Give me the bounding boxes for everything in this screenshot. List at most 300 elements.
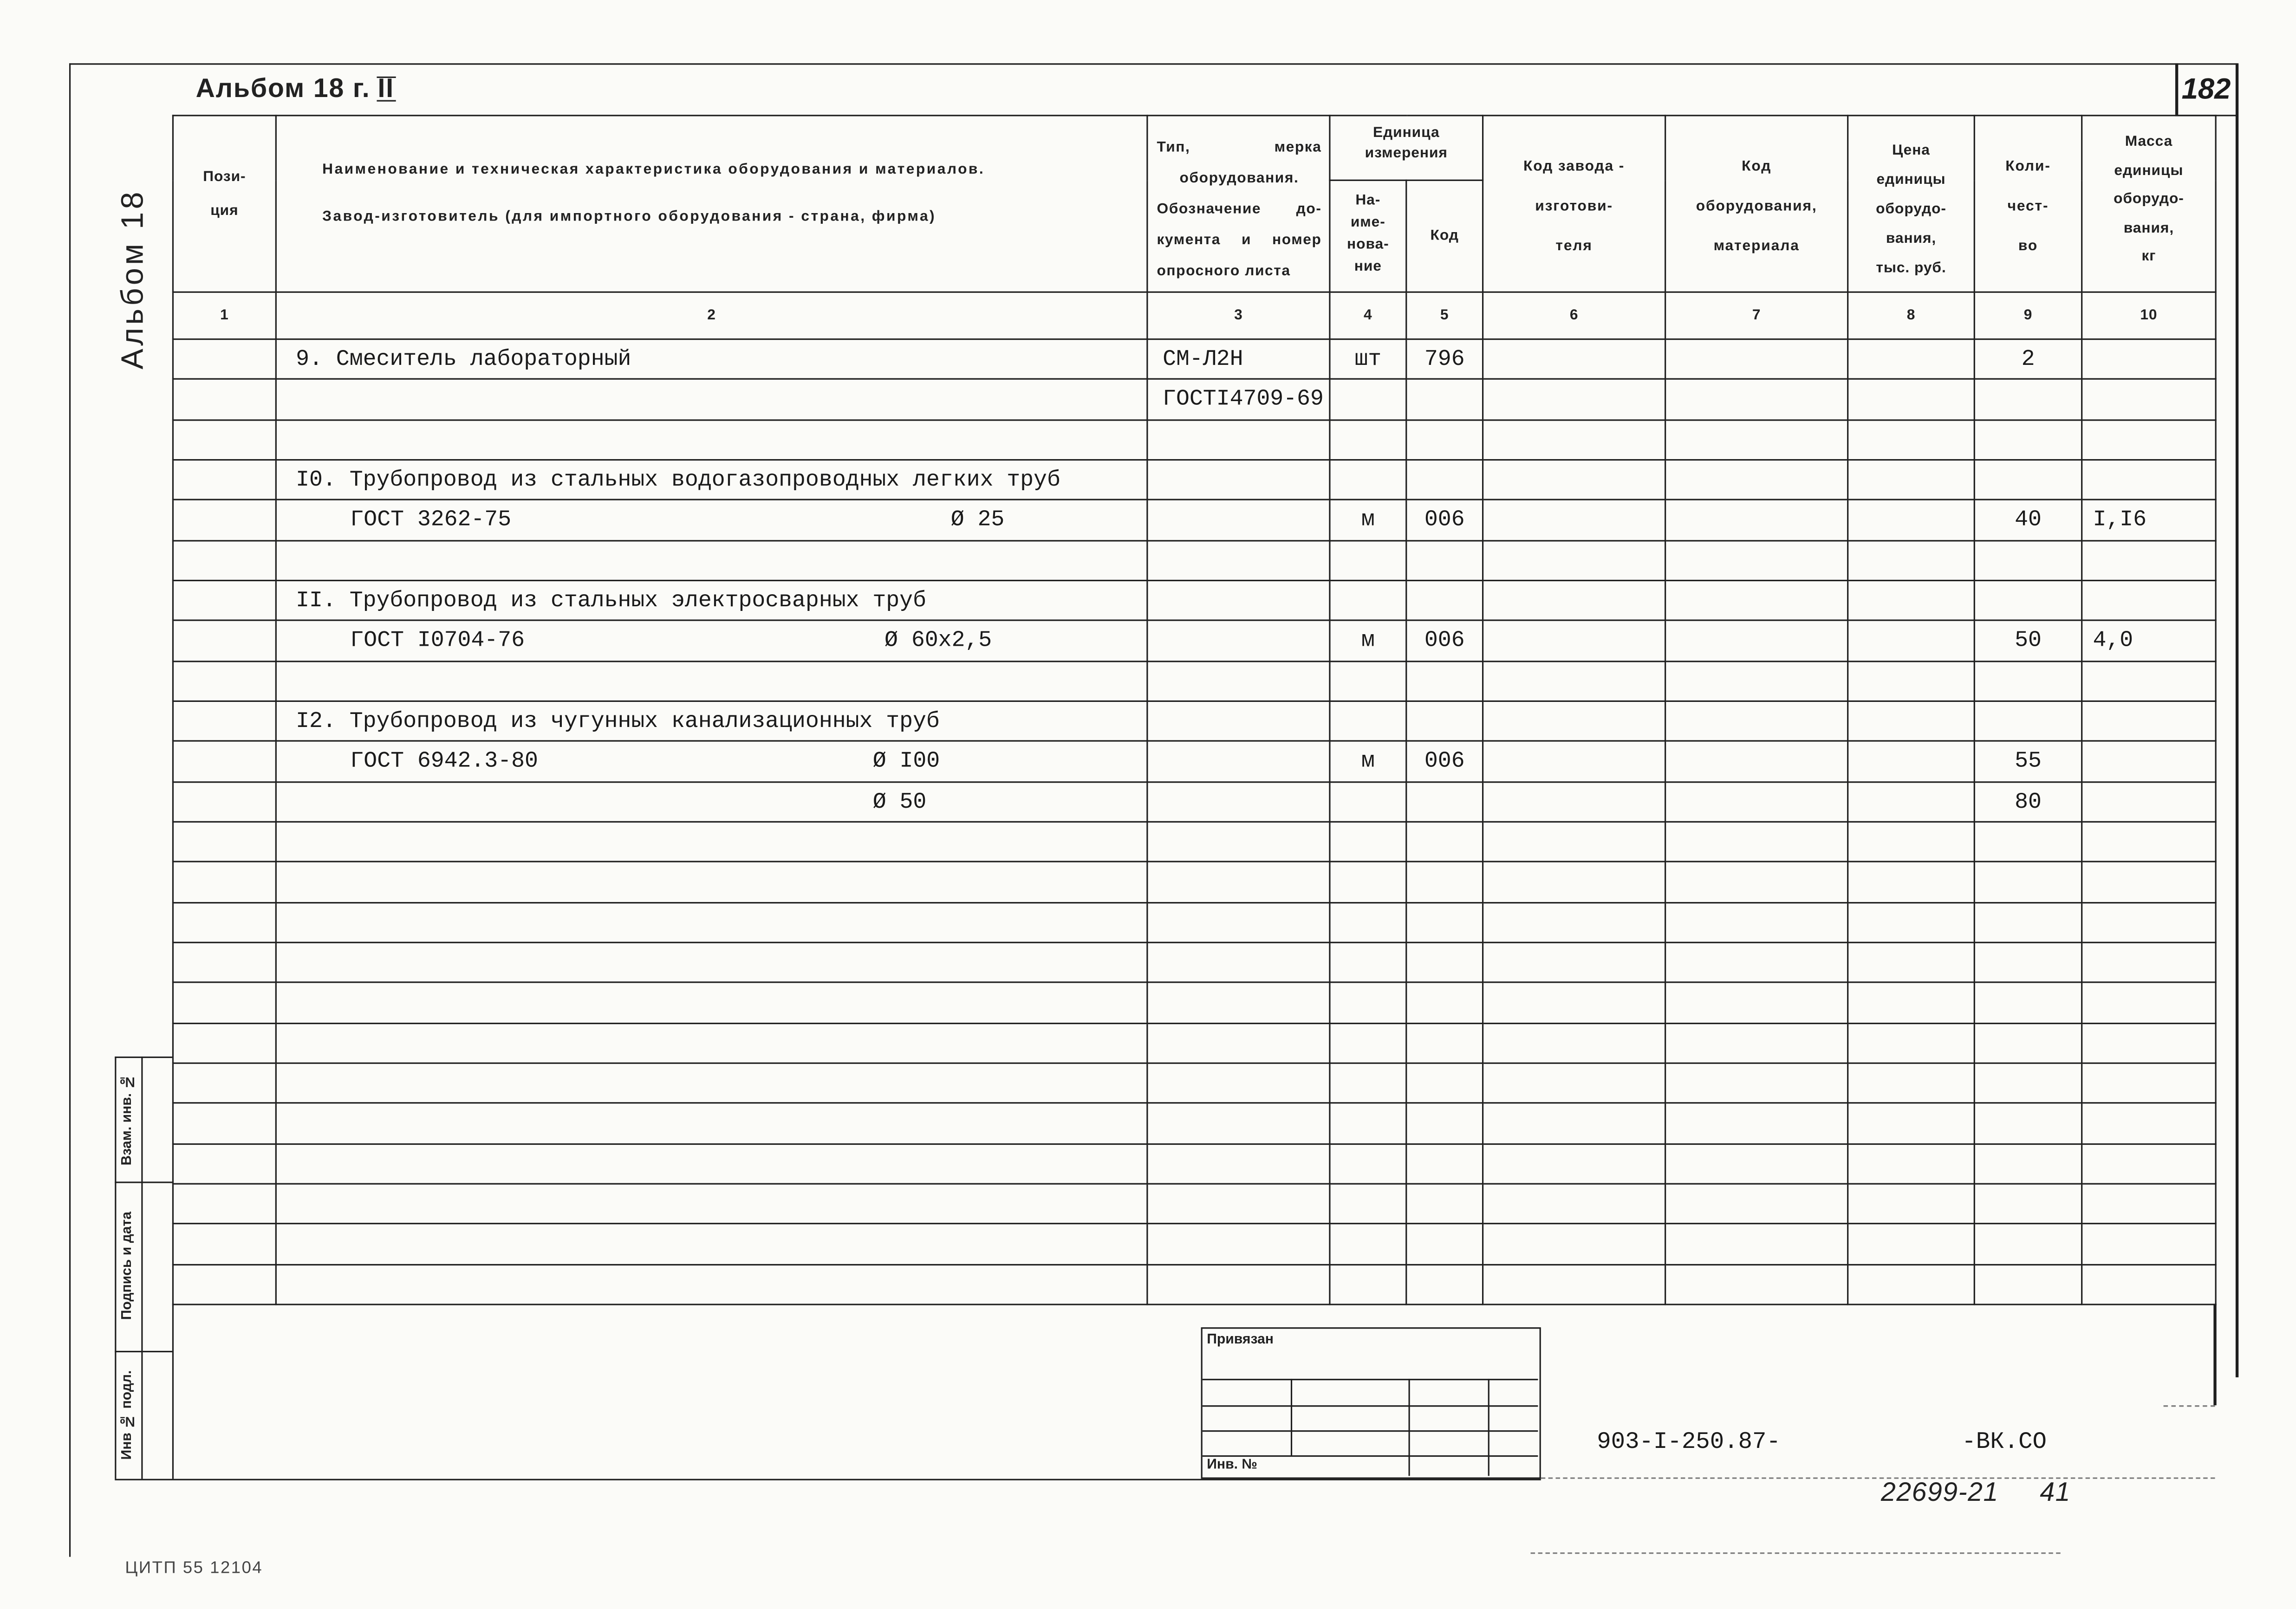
cell-manufacturer-code [1483, 420, 1665, 460]
table-row [173, 1224, 2216, 1264]
cell-mass [2082, 1103, 2216, 1144]
cell-manufacturer-code [1483, 1224, 1665, 1264]
cell-type: СМ-Л2Н [1147, 339, 1330, 380]
table-row [173, 580, 2216, 621]
cell-name [276, 701, 1147, 741]
cell-position [173, 1023, 276, 1063]
cell-position [173, 822, 276, 862]
cell-mass [2082, 580, 2216, 621]
header-line: ция [210, 203, 239, 220]
column-number: 5 [1406, 292, 1483, 339]
cell-name [276, 983, 1147, 1023]
header-manufacturer-code [1483, 116, 1665, 292]
cell-manufacturer-code [1483, 1143, 1665, 1184]
cell-price [1848, 379, 1975, 420]
cell-unit-name [1330, 701, 1406, 741]
cell-name [276, 1184, 1147, 1224]
cell-equipment-code [1665, 1224, 1848, 1264]
cell-type [1147, 1184, 1330, 1224]
table-row [173, 339, 2216, 380]
cell-name [276, 1224, 1147, 1264]
table-row [173, 942, 2216, 983]
cell-position [173, 460, 276, 500]
cell-manufacturer-code [1483, 339, 1665, 380]
header-line: единицы [2114, 162, 2184, 179]
cell-manufacturer-code [1483, 902, 1665, 942]
cell-quantity: 80 [1974, 782, 2081, 822]
cell-unit-code [1406, 661, 1483, 701]
cell-equipment-code [1665, 741, 1848, 782]
cell-mass [2082, 701, 2216, 741]
cell-equipment-code [1665, 862, 1848, 902]
cell-type [1147, 782, 1330, 822]
cell-name [276, 420, 1147, 460]
cell-mass [2082, 379, 2216, 420]
header-line: На- [1355, 193, 1381, 209]
cell-name [276, 1063, 1147, 1103]
cell-mass [2082, 741, 2216, 782]
cell-quantity: 40 [1974, 500, 2081, 540]
cell-mass [2082, 460, 2216, 500]
cell-equipment-code [1665, 1063, 1848, 1103]
header-line: опросного листа [1157, 263, 1291, 280]
header-unit-name [1330, 180, 1406, 292]
cell-unit-code [1406, 580, 1483, 621]
cell-quantity [1974, 862, 2081, 902]
cell-unit-code [1406, 1184, 1483, 1224]
cell-price [1848, 1023, 1975, 1063]
handwritten-number: 22699-21 [1881, 1477, 1999, 1507]
column-number: 3 [1147, 292, 1330, 339]
frame-line [2164, 1405, 2215, 1407]
cell-manufacturer-code [1483, 1023, 1665, 1063]
header-equipment-code [1665, 116, 1848, 292]
cell-type [1147, 1143, 1330, 1184]
cell-quantity [1974, 661, 2081, 701]
item-title: I0. Трубопровод из стальных водогазопроводных легких труб [296, 467, 1060, 493]
cell-unit-name [1330, 983, 1406, 1023]
header-line: нова- [1347, 237, 1389, 253]
cell-price [1848, 1103, 1975, 1144]
header-line: Цена [1892, 143, 1930, 159]
cell-type [1147, 983, 1330, 1023]
cell-equipment-code [1665, 540, 1848, 581]
cell-price [1848, 701, 1975, 741]
cell-name [276, 942, 1147, 983]
cell-unit-code [1406, 942, 1483, 983]
cell-unit-code [1406, 1264, 1483, 1304]
header-line: измерения [1365, 145, 1448, 162]
cell-mass [2082, 1023, 2216, 1063]
cell-unit-name [1330, 1103, 1406, 1144]
cell-type [1147, 460, 1330, 500]
cell-equipment-code [1665, 1264, 1848, 1304]
cell-mass [2082, 420, 2216, 460]
header-line: кг [2141, 248, 2156, 265]
header-mass [2082, 116, 2216, 292]
original-inv-label: Инв № подл. [119, 1370, 136, 1460]
cell-quantity [1974, 379, 2081, 420]
cell-manufacturer-code [1483, 1264, 1665, 1304]
stamp-line [1290, 1379, 1292, 1455]
header-name [276, 116, 1147, 292]
header-line: оборудо- [2114, 191, 2184, 208]
header-type [1147, 116, 1330, 292]
cell-manufacturer-code [1483, 983, 1665, 1023]
cell-unit-name [1330, 420, 1406, 460]
linkage-stamp [1201, 1327, 1541, 1479]
header-line: Код [1742, 159, 1772, 175]
cell-unit-name [1330, 580, 1406, 621]
item-diameter: Ø 60х2,5 [885, 627, 992, 654]
item-standard: ГОСТ I0704-76 [350, 627, 525, 654]
cell-mass [2082, 540, 2216, 581]
cell-manufacturer-code [1483, 580, 1665, 621]
cell-price [1848, 1143, 1975, 1184]
cell-unit-name: м [1330, 621, 1406, 661]
header-position [173, 116, 276, 292]
cell-unit-code: 796 [1406, 339, 1483, 380]
cell-quantity [1974, 1103, 2081, 1144]
header-line: Масса [2125, 134, 2173, 150]
cell-unit-name: м [1330, 500, 1406, 540]
cell-position [173, 942, 276, 983]
cell-unit-code: 006 [1406, 741, 1483, 782]
cell-mass [2082, 902, 2216, 942]
cell-position [173, 741, 276, 782]
cell-unit-code [1406, 379, 1483, 420]
cell-price [1848, 1264, 1975, 1304]
cell-unit-name [1330, 782, 1406, 822]
table-row [173, 1023, 2216, 1063]
table-body [173, 339, 2216, 1304]
cell-position [173, 862, 276, 902]
table-row [173, 621, 2216, 661]
table-row [173, 782, 2216, 822]
table-row [173, 862, 2216, 902]
cell-manufacturer-code [1483, 741, 1665, 782]
cell-position [173, 983, 276, 1023]
header-line: материала [1713, 238, 1800, 255]
cell-equipment-code [1665, 1143, 1848, 1184]
header-line: во [2018, 238, 2038, 255]
header-line: оборудо- [1876, 201, 1946, 218]
table-row [173, 701, 2216, 741]
column-number: 4 [1330, 292, 1406, 339]
cell-unit-name [1330, 1184, 1406, 1224]
cell-mass [2082, 822, 2216, 862]
header-line: оборудования. [1179, 170, 1299, 187]
cell-quantity [1974, 420, 2081, 460]
signature-date-label: Подпись и дата [119, 1212, 136, 1321]
cell-unit-name [1330, 661, 1406, 701]
cell-position [173, 1143, 276, 1184]
cell-name [276, 460, 1147, 500]
cell-manufacturer-code [1483, 822, 1665, 862]
cell-position [173, 379, 276, 420]
header-quantity [1974, 116, 2081, 292]
cell-equipment-code [1665, 379, 1848, 420]
cell-price [1848, 339, 1975, 380]
header-line: кумента и номер [1157, 232, 1322, 249]
item-standard: ГОСТ 3262-75 [350, 506, 512, 533]
cell-unit-name [1330, 540, 1406, 581]
cell-position [173, 1063, 276, 1103]
cell-quantity: 55 [1974, 741, 2081, 782]
cell-type [1147, 701, 1330, 741]
cell-manufacturer-code [1483, 862, 1665, 902]
cell-position [173, 1103, 276, 1144]
cell-type [1147, 902, 1330, 942]
cell-mass [2082, 983, 2216, 1023]
cell-equipment-code [1665, 983, 1848, 1023]
cell-price [1848, 862, 1975, 902]
cell-position [173, 1224, 276, 1264]
cell-manufacturer-code [1483, 500, 1665, 540]
cell-quantity [1974, 1063, 2081, 1103]
header-line: чест- [2007, 198, 2049, 215]
cell-equipment-code [1665, 701, 1848, 741]
cell-name [276, 580, 1147, 621]
cell-unit-name [1330, 1224, 1406, 1264]
cell-equipment-code [1665, 500, 1848, 540]
cell-position [173, 339, 276, 380]
cell-name [276, 1264, 1147, 1304]
cell-name [276, 741, 1147, 782]
cell-price [1848, 661, 1975, 701]
header-line: единицы [1876, 172, 1946, 188]
cell-price [1848, 822, 1975, 862]
cell-unit-code: 006 [1406, 500, 1483, 540]
cell-quantity: 2 [1974, 339, 2081, 380]
album-part: II [376, 77, 396, 102]
cell-position [173, 902, 276, 942]
cell-unit-code [1406, 902, 1483, 942]
header-line: теля [1555, 238, 1593, 255]
cell-mass [2082, 1184, 2216, 1224]
document-designation: 903-I-250.87- [1597, 1428, 1781, 1455]
cell-position [173, 1184, 276, 1224]
linked-label: Привязан [1207, 1331, 1274, 1348]
table-row [173, 1264, 2216, 1304]
cell-unit-name [1330, 1063, 1406, 1103]
header-line: Тип, мерка [1157, 140, 1322, 156]
cell-type [1147, 822, 1330, 862]
cell-quantity [1974, 902, 2081, 942]
cell-manufacturer-code [1483, 379, 1665, 420]
cell-position [173, 661, 276, 701]
cell-unit-name [1330, 942, 1406, 983]
cell-price [1848, 1224, 1975, 1264]
cell-type [1147, 621, 1330, 661]
column-number: 1 [173, 292, 276, 339]
cell-price [1848, 460, 1975, 500]
cell-quantity [1974, 580, 2081, 621]
cell-name [276, 1023, 1147, 1063]
cell-type [1147, 741, 1330, 782]
cell-position [173, 540, 276, 581]
cell-unit-name [1330, 862, 1406, 902]
header-line: Коли- [2005, 159, 2051, 175]
cell-type [1147, 661, 1330, 701]
cell-manufacturer-code [1483, 460, 1665, 500]
column-number: 7 [1665, 292, 1848, 339]
cell-mass: 4,0 [2082, 621, 2216, 661]
cell-equipment-code [1665, 621, 1848, 661]
cell-unit-name [1330, 1143, 1406, 1184]
item-diameter: Ø 25 [950, 506, 1005, 533]
table-row [173, 1063, 2216, 1103]
item-diameter: Ø 50 [872, 788, 927, 815]
cell-position [173, 1264, 276, 1304]
header-units [1330, 116, 1483, 180]
cell-price [1848, 540, 1975, 581]
cell-manufacturer-code [1483, 942, 1665, 983]
column-number: 10 [2082, 292, 2216, 339]
table-row [173, 983, 2216, 1023]
cell-unit-code [1406, 1224, 1483, 1264]
header-price [1848, 116, 1975, 292]
cell-type [1147, 942, 1330, 983]
header-line: име- [1350, 214, 1385, 231]
cell-quantity [1974, 1023, 2081, 1063]
cell-manufacturer-code [1483, 540, 1665, 581]
cell-position [173, 420, 276, 460]
cell-manufacturer-code [1483, 782, 1665, 822]
table-row [173, 1184, 2216, 1224]
cell-type: ГОСТI4709-69 [1147, 379, 1330, 420]
header-line: вания, [1886, 231, 1937, 247]
cell-position [173, 782, 276, 822]
cell-equipment-code [1665, 1023, 1848, 1063]
column-number: 2 [276, 292, 1147, 339]
cell-unit-code [1406, 822, 1483, 862]
cell-manufacturer-code [1483, 661, 1665, 701]
header-line: тыс. руб. [1876, 260, 1946, 277]
cell-quantity [1974, 1184, 2081, 1224]
album-label [196, 72, 396, 104]
cell-unit-name [1330, 902, 1406, 942]
cell-name [276, 339, 1147, 380]
cell-unit-code [1406, 701, 1483, 741]
cell-price [1848, 1063, 1975, 1103]
cell-type [1147, 1264, 1330, 1304]
cell-equipment-code [1665, 339, 1848, 380]
cell-unit-name [1330, 379, 1406, 420]
item-title: I2. Трубопровод из чугунных канализационных труб [296, 708, 940, 735]
column-number: 9 [1974, 292, 2081, 339]
cell-position [173, 580, 276, 621]
cell-equipment-code [1665, 580, 1848, 621]
item-diameter: Ø I00 [872, 748, 940, 775]
header-line: оборудования, [1696, 198, 1817, 215]
table-row [173, 460, 2216, 500]
cell-price [1848, 420, 1975, 460]
cell-name [276, 782, 1147, 822]
cell-unit-code [1406, 983, 1483, 1023]
column-number-row [173, 292, 2216, 339]
cell-quantity [1974, 701, 2081, 741]
cell-price [1848, 1184, 1975, 1224]
cell-equipment-code [1665, 822, 1848, 862]
cell-equipment-code [1665, 782, 1848, 822]
header-line: Наименование и техническая характеристика оборудования и материалов. [322, 162, 985, 178]
cell-name [276, 1103, 1147, 1144]
header-line: изготови- [1535, 198, 1613, 215]
frame-line [2213, 1304, 2216, 1405]
cell-manufacturer-code [1483, 701, 1665, 741]
column-number: 6 [1483, 292, 1665, 339]
cell-name [276, 379, 1147, 420]
table-row [173, 379, 2216, 420]
cell-type [1147, 1224, 1330, 1264]
cell-equipment-code [1665, 661, 1848, 701]
cell-quantity [1974, 1264, 2081, 1304]
cell-quantity [1974, 540, 2081, 581]
cell-unit-name [1330, 822, 1406, 862]
item-title: II. Трубопровод из стальных электросварных труб [296, 587, 926, 614]
cell-price [1848, 902, 1975, 942]
cell-position [173, 621, 276, 661]
cell-quantity [1974, 1143, 2081, 1184]
cell-price [1848, 942, 1975, 983]
cell-equipment-code [1665, 902, 1848, 942]
header-line: Единица [1372, 125, 1440, 142]
cell-mass [2082, 942, 2216, 983]
cell-equipment-code [1665, 460, 1848, 500]
cell-unit-code: 006 [1406, 621, 1483, 661]
cell-quantity [1974, 1224, 2081, 1264]
frame-line [2236, 63, 2238, 1377]
side-album-label: Альбом 18 [116, 189, 150, 370]
cell-name [276, 661, 1147, 701]
cell-price [1848, 500, 1975, 540]
cell-mass [2082, 1063, 2216, 1103]
frame-line [171, 1304, 174, 1479]
cell-position [173, 500, 276, 540]
frame-line [1531, 1552, 2061, 1554]
table-row [173, 741, 2216, 782]
cell-unit-code [1406, 1023, 1483, 1063]
cell-unit-code [1406, 460, 1483, 500]
cell-mass [2082, 782, 2216, 822]
cell-quantity [1974, 822, 2081, 862]
item-standard: ГОСТ 6942.3-80 [350, 748, 538, 775]
cell-unit-code [1406, 782, 1483, 822]
cell-type [1147, 500, 1330, 540]
cell-unit-code [1406, 862, 1483, 902]
cell-type [1147, 540, 1330, 581]
header-line: ние [1354, 259, 1382, 275]
cell-price [1848, 621, 1975, 661]
header-unit-code: Код [1406, 180, 1483, 292]
album-label-text: Альбом 18 г. [195, 73, 371, 103]
cell-mass [2082, 1224, 2216, 1264]
cell-equipment-code [1665, 1184, 1848, 1224]
cell-name [276, 621, 1147, 661]
cell-equipment-code [1665, 942, 1848, 983]
cell-type [1147, 862, 1330, 902]
cell-unit-name [1330, 1023, 1406, 1063]
cell-type [1147, 1063, 1330, 1103]
cell-quantity [1974, 942, 2081, 983]
cell-name [276, 540, 1147, 581]
cell-name [276, 902, 1147, 942]
header-line: Пози- [203, 169, 246, 186]
table-row [173, 822, 2216, 862]
cell-unit-code [1406, 540, 1483, 581]
header-line: вания, [2123, 220, 2174, 236]
